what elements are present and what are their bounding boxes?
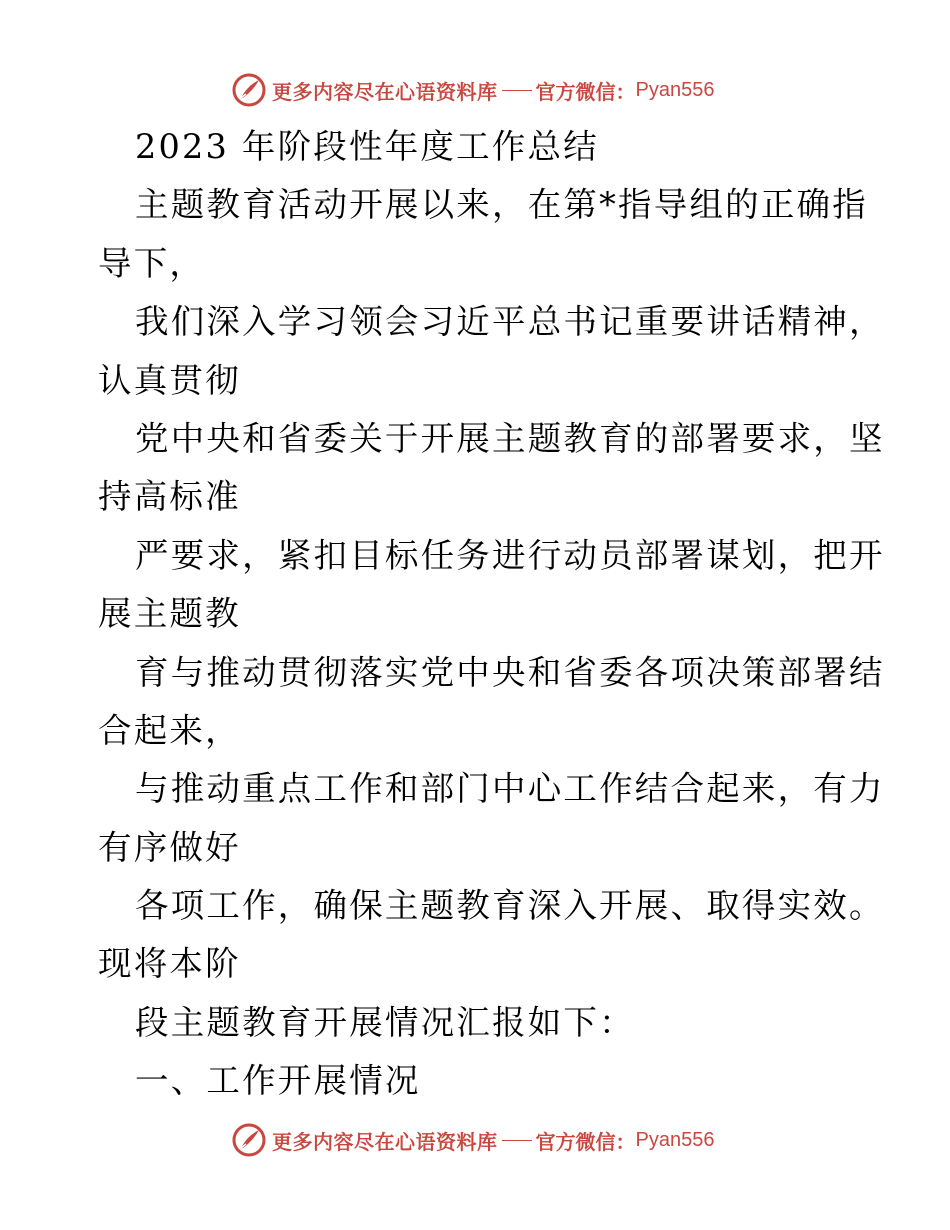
paragraph-line: 段主题教育开展情况汇报如下： [135, 1002, 635, 1042]
paragraph-line: 有序做好 [98, 827, 241, 867]
footer-watermark-banner [232, 1122, 714, 1158]
footer-wechat-id: Pyan556 [635, 1128, 715, 1151]
paragraph-line: 展主题教 [98, 594, 241, 634]
footer-official-label: 官方微信： [535, 1129, 636, 1154]
footer-dash-divider [502, 1140, 532, 1141]
paragraph-line: 认真贯彻 [98, 360, 241, 400]
document-title: 2023 年阶段性年度工作总结 [135, 127, 599, 166]
paragraph-line: 各项工作，确保主题教育深入开展、取得实效。 [135, 886, 885, 926]
paragraph-line: 合起来， [98, 710, 241, 750]
paragraph-line: 持高标准 [98, 477, 241, 517]
header-wechat-id: Pyan556 [635, 78, 715, 101]
header-brand-text: 更多内容尽在心语资料库 [272, 79, 498, 104]
section-heading: 一、工作开展情况 [135, 1061, 421, 1101]
quill-logo-icon [232, 73, 266, 107]
document-body [98, 118, 885, 1111]
paragraph-line: 主题教育活动开展以来，在第*指导组的正确指 [135, 185, 868, 225]
paragraph-line: 现将本阶 [98, 944, 241, 984]
header-dash-divider [502, 90, 532, 91]
quill-logo-icon [232, 1123, 266, 1157]
paragraph-line: 导下， [98, 243, 206, 283]
paragraph-line: 育与推动贯彻落实党中央和省委各项决策部署结 [135, 652, 885, 692]
paragraph-line: 与推动重点工作和部门中心工作结合起来，有力 [135, 769, 885, 809]
paragraph-line: 严要求，紧扣目标任务进行动员部署谋划，把开 [135, 535, 885, 575]
footer-brand-text: 更多内容尽在心语资料库 [272, 1129, 498, 1154]
header-official-label: 官方微信： [535, 79, 636, 104]
header-watermark-banner [232, 72, 714, 108]
paragraph-line: 我们深入学习领会习近平总书记重要讲话精神， [135, 302, 885, 342]
paragraph-line: 党中央和省委关于开展主题教育的部署要求，坚 [135, 418, 885, 458]
